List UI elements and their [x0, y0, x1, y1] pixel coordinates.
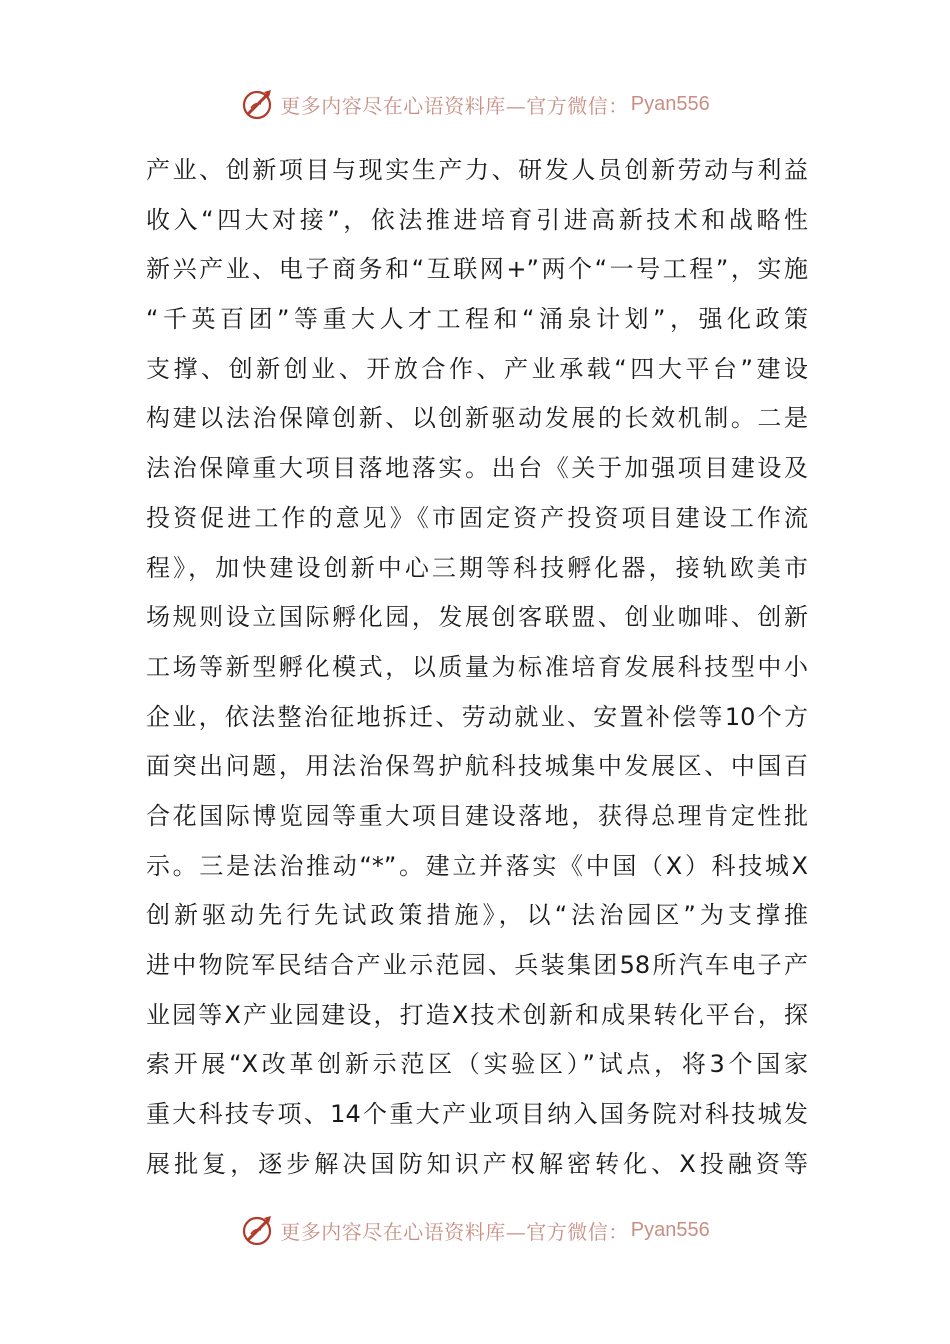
body-line: 展批复，逐步解决国防知识产权解密转化、X投融资等: [146, 1149, 808, 1178]
body-line: 企业，依法整治征地拆迁、劳动就业、安置补偿等10个方: [146, 702, 808, 731]
footer-watermark: [0, 1210, 950, 1250]
body-line: 索开展“X改革创新示范区（实验区）”试点，将3个国家: [146, 1050, 808, 1079]
watermark-wechat-id: Pyan556: [630, 92, 710, 115]
body-line: 场规则设立国际孵化园，发展创客联盟、创业咖啡、创新: [146, 603, 808, 632]
body-line: 支撑、创新创业、开放合作、产业承载“四大平台”建设: [146, 354, 808, 383]
watermark-text: 更多内容尽在心语资料库—官方微信：: [280, 1219, 629, 1244]
pen-logo-icon: [240, 1212, 276, 1248]
body-line: 新兴产业、电子商务和“互联网+”两个“一号工程”，实施: [146, 255, 808, 284]
watermark-text: 更多内容尽在心语资料库—官方微信：: [280, 93, 629, 118]
body-line: 面突出问题，用法治保驾护航科技城集中发展区、中国百: [146, 752, 808, 781]
header-watermark: [0, 84, 950, 124]
body-line: 工场等新型孵化模式，以质量为标准培育发展科技型中小: [146, 652, 808, 681]
body-line: 进中物院军民结合产业示范园、兵装集团58所汽车电子产: [146, 951, 808, 979]
body-line: 构建以法治保障创新、以创新驱动发展的长效机制。二是: [146, 404, 808, 433]
body-line: 重大科技专项、14个重大产业项目纳入国务院对科技城发: [146, 1100, 808, 1129]
body-line: 创新驱动先行先试政策措施》，以“法治园区”为支撑推: [146, 901, 808, 930]
body-line: 投资促进工作的意见》《市固定资产投资项目建设工作流: [146, 503, 808, 532]
body-line: “千英百团”等重大人才工程和“涌泉计划”，强化政策: [146, 305, 808, 334]
body-line: 产业、创新项目与现实生产力、研发人员创新劳动与利益: [146, 156, 808, 184]
pen-logo-icon: [240, 86, 276, 122]
body-line: 示。三是法治推动“*”。建立并落实《中国（X）科技城X: [146, 851, 808, 880]
body-line: 业园等X产业园建设，打造X技术创新和成果转化平台，探: [146, 1000, 808, 1029]
body-line: 程》，加快建设创新中心三期等科技孵化器，接轨欧美市: [146, 553, 808, 582]
watermark-wechat-id: Pyan556: [630, 1218, 710, 1241]
body-line: 法治保障重大项目落地落实。出台《关于加强项目建设及: [146, 454, 808, 483]
document-body: [146, 146, 808, 1189]
body-line: 合花国际博览园等重大项目建设落地，获得总理肯定性批: [146, 801, 808, 830]
body-line: 收入“四大对接”，依法推进培育引进高新技术和战略性: [146, 205, 808, 234]
